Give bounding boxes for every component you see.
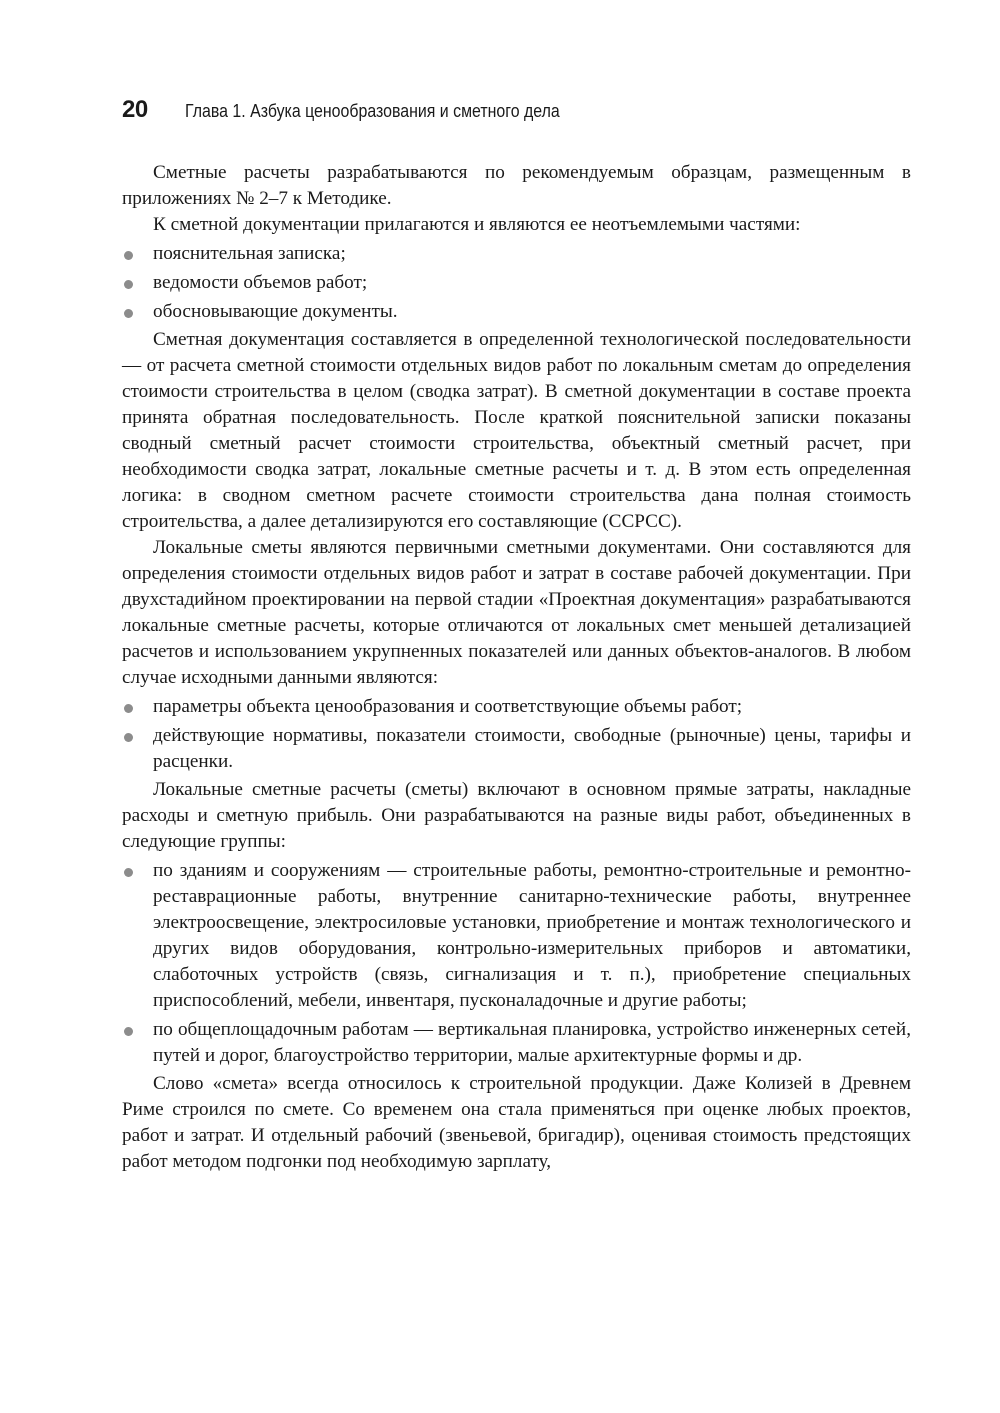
- list-item-text: действующие нормативы, показатели стоимости, свободные (рыночные) цены, тарифы и расценки.: [153, 725, 911, 772]
- list-item-text: параметры объекта ценообразования и соответствующие объемы работ;: [153, 696, 743, 717]
- page-number: 20: [122, 96, 148, 123]
- bullet-icon: [124, 1027, 133, 1036]
- list-item-text: пояснительная записка;: [153, 243, 346, 264]
- list-item: [122, 299, 911, 325]
- list-item: [122, 270, 911, 296]
- bullet-icon: [124, 309, 133, 318]
- paragraph-2: К сметной документации прилагаются и являются ее неотъемлемыми частями:: [153, 214, 801, 235]
- list-item-text: по зданиям и сооружениям — строительные работы, ремонтно-строительные и ремонтно-реставрационные работы, внутренние санитарно-технические работы, внутреннее электроосвещение, электросиловые установки, приобретение и монтаж технологического и других видов оборудования, контрольно-измерительных приборов и автоматики, слаботочных устройств (связь, сигнализация и т. п.), приобретение специальных приспособлений, мебели, инвентаря, пусконаладочные и другие работы;: [153, 860, 911, 1011]
- paragraph-4: Локальные сметы являются первичными сметными документами. Они составляются для определения стоимости отдельных видов работ и затрат в составе рабочей документации. При двухстадийном проектировании на первой стадии «Проектная документация» разрабатываются локальные сметные расчеты, которые отличаются от локальных смет меньшей детализацией расчетов и использованием укрупненных показателей или данных объектов-аналогов. В любом случае исходными данными являются:: [122, 537, 911, 688]
- list-item-text: по общеплощадочным работам — вертикальная планировка, устройство инженерных сетей, путей и дорог, благоустройство территории, малые архитектурные формы и др.: [153, 1019, 911, 1066]
- list-item-text: ведомости объемов работ;: [153, 272, 368, 293]
- page-header: [122, 94, 912, 130]
- list-item: [122, 1017, 911, 1069]
- list-item: [122, 694, 911, 720]
- bullet-icon: [124, 704, 133, 713]
- bullet-list-3: [122, 858, 911, 1069]
- paragraph-5: Локальные сметные расчеты (сметы) включают в основном прямые затраты, накладные расходы и сметную прибыль. Они разрабатываются на разные виды работ, объединенных в следующие группы:: [122, 779, 911, 852]
- bullet-list-2: [122, 694, 911, 775]
- bullet-list-1: [122, 241, 911, 325]
- running-head: Глава 1. Азбука ценообразования и сметного дела: [185, 100, 560, 121]
- bullet-icon: [124, 733, 133, 742]
- bullet-icon: [124, 868, 133, 877]
- bullet-icon: [124, 280, 133, 289]
- body-text: [122, 160, 911, 1175]
- list-item-text: обосновывающие документы.: [153, 301, 398, 322]
- list-item: [122, 723, 911, 775]
- paragraph-1: Сметные расчеты разрабатываются по рекомендуемым образцам, размещенным в приложениях № 2–7 к Методике.: [122, 162, 911, 209]
- paragraph-6: Слово «смета» всегда относилось к строительной продукции. Даже Колизей в Древнем Риме строился по смете. Со временем она стала применяться при оценке любых проектов, работ и затрат. И отдельный рабочий (звеньевой, бригадир), оценивая стоимость предстоящих работ методом подгонки под необходимую зарплату,: [122, 1073, 911, 1172]
- paragraph-3: Сметная документация составляется в определенной технологической последовательности — от расчета сметной стоимости отдельных видов работ по локальным сметам до определения стоимости строительства в целом (сводка затрат). В сметной документации в составе проекта принята обратная последовательность. После краткой пояснительной записки показаны сводный сметный расчет стоимости строительства, объектный сметный расчет, при необходимости сводка затрат, локальные сметные расчеты и т. д. В этом есть определенная логика: в сводном сметном расчете стоимости строительства дана полная стоимость строительства, а далее детализируются его составляющие (ССРСС).: [122, 329, 911, 532]
- list-item: [122, 858, 911, 1014]
- bullet-icon: [124, 251, 133, 260]
- list-item: [122, 241, 911, 267]
